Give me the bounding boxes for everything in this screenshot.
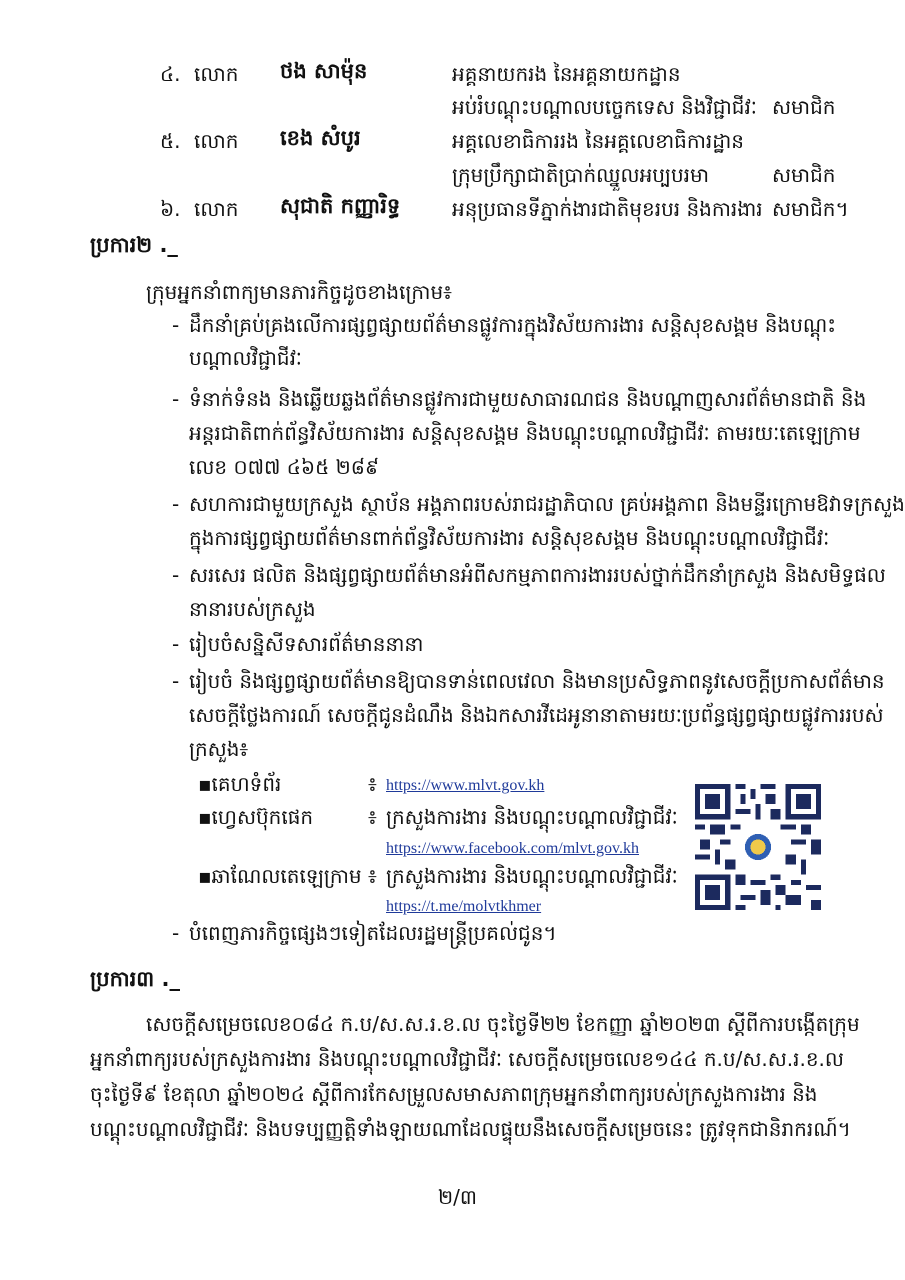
member-role: សមាជិក: [772, 95, 836, 119]
channel-colon: ៖: [368, 805, 377, 829]
duty-line: ដឹកនាំគ្រប់គ្រងលើការផ្សព្វផ្សាយព័ត៌មានផ្លូវការក្នុងវិស័យការងារ សន្តិសុខសង្គម និងបណ្ដុះ: [189, 313, 837, 337]
member-title: លោក: [194, 62, 239, 86]
member-number: ៦.: [160, 197, 181, 221]
duty-line: រៀបចំសន្និសីទសារព័ត៌មាននានា: [189, 632, 424, 656]
article-3-line: អ្នកនាំពាក្យរបស់ក្រសួងការងារ និងបណ្ដុះបណ្ដាលវិជ្ជាជីវៈ សេចក្ដីសម្រេចលេខ១៤៤ ក.ប/ស.ស.រ.ខ.ល: [90, 1047, 844, 1071]
bullet-mark: -: [172, 632, 180, 656]
article-3-line: ចុះថ្ងៃទី៩ ខែតុលា ឆ្នាំ២០២៤ ស្ដីពីការកែសម្រួលសមាសភាពក្រុមអ្នកនាំពាក្យរបស់ក្រសួងការងារ និង: [90, 1082, 818, 1106]
channel-value-telegram: ក្រសួងការងារ និងបណ្ដុះបណ្ដាលវិជ្ជាជីវៈ: [386, 864, 678, 888]
duty-line: សហការជាមួយក្រសួង ស្ថាប័ន អង្គភាពរបស់រាជរដ្ឋាភិបាល គ្រប់អង្គភាព និងមន្ទីរក្រោមឱវាទក្រសួង: [189, 492, 905, 516]
member-role: សមាជិក: [772, 163, 836, 187]
bullet-mark: -: [172, 669, 180, 693]
duty-line: សរសេរ ផលិត និងផ្សព្វផ្សាយព័ត៌មានអំពីសកម្មភាពការងាររបស់ថ្នាក់ដឹកនាំក្រសួង និងសមិទ្ធផល: [189, 563, 886, 587]
website-link[interactable]: https://www.mlvt.gov.kh: [386, 777, 545, 794]
channel-label-telegram: ▪ឆាណែលតេឡេក្រាម: [198, 864, 362, 888]
bullet-mark: -: [172, 313, 180, 337]
duty-line: នានារបស់ក្រសួង: [189, 597, 316, 621]
member-position: អប់រំបណ្ដុះបណ្ដាលបច្ចេកទេស និងវិជ្ជាជីវៈ: [452, 95, 757, 119]
member-position: អគ្គលេខាធិការរង នៃអគ្គលេខាធិការដ្ឋាន: [452, 129, 745, 153]
bullet-mark: -: [172, 492, 180, 516]
member-position: អនុប្រធានទីភ្នាក់ងារជាតិមុខរបរ និងការងារ: [452, 197, 763, 221]
member-title: លោក: [194, 197, 239, 221]
channel-colon: ៖: [368, 772, 377, 796]
bullet-mark: -: [172, 921, 180, 945]
member-number: ៥.: [160, 129, 181, 153]
channel-value-facebook: ក្រសួងការងារ និងបណ្ដុះបណ្ដាលវិជ្ជាជីវៈ: [386, 805, 678, 829]
channel-label-facebook: ▪ហ្វេសប៊ុកផេក: [198, 805, 314, 829]
duty-line: ក្នុងការផ្សព្វផ្សាយព័ត៌មានពាក់ព័ន្ធវិស័យការងារ សន្តិសុខសង្គម និងបណ្ដុះបណ្ដាលវិជ្ជាជីវៈ: [189, 526, 830, 550]
duty-line: បណ្ដាលវិជ្ជាជីវៈ: [189, 346, 303, 370]
article-2-intro: ក្រុមអ្នកនាំពាក្យមានភារកិច្ចដូចខាងក្រោម៖: [146, 280, 452, 304]
duty-line: សេចក្ដីថ្លែងការណ៍ សេចក្ដីជូនដំណឹង និងឯកសារវីដេអូនានាតាមរយៈប្រព័ន្ធផ្សព្វផ្សាយផ្លូវការរបស់: [189, 703, 884, 727]
duty-line: អន្តរជាតិពាក់ព័ន្ធវិស័យការងារ សន្តិសុខសង្គម និងបណ្ដុះបណ្ដាលវិជ្ជាជីវៈ តាមរយៈតេឡេក្រាម: [189, 421, 861, 445]
article-3-heading: ប្រការ៣ ._: [90, 967, 180, 991]
bullet-mark: -: [172, 387, 180, 411]
article-3-line: សេចក្ដីសម្រេចលេខ០៨៤ ក.ប/ស.ស.រ.ខ.ល ចុះថ្ងៃទី២២ ខែកញ្ញា ឆ្នាំ២០២៣ ស្ដីពីការបង្កើតក្រុម: [146, 1012, 860, 1036]
member-number: ៤.: [160, 62, 181, 86]
article-2-heading: ប្រការ២ ._: [90, 233, 178, 257]
channel-label-website: ▪គេហទំព័រ: [198, 772, 282, 796]
duty-line: លេខ ០៧៧ ៤៦៥ ២៨៩: [189, 455, 380, 479]
telegram-link[interactable]: https://t.me/molvtkhmer: [386, 898, 542, 915]
article-3-line: បណ្ដុះបណ្ដាលវិជ្ជាជីវៈ និងបទប្បញ្ញត្តិទាំងឡាយណាដែលផ្ទុយនឹងសេចក្ដីសម្រេចនេះ ត្រូវទុកជានិរាករណ៍។: [90, 1117, 851, 1141]
member-role: សមាជិក។: [772, 197, 849, 221]
member-position: អគ្គនាយករង នៃអគ្គនាយកដ្ឋាន: [452, 62, 681, 86]
member-title: លោក: [194, 129, 239, 153]
qr-code-icon: [695, 784, 821, 910]
facebook-link[interactable]: https://www.facebook.com/mlvt.gov.kh: [386, 840, 639, 857]
duty-line: ទំនាក់ទំនង និងឆ្លើយឆ្លងព័ត៌មានផ្លូវការជាមួយសាធារណជន និងបណ្ដាញសារព័ត៌មានជាតិ និង: [189, 387, 867, 411]
member-name: ថង សាម៉ុន: [280, 59, 368, 83]
duty-line: ក្រសួង៖: [189, 737, 249, 761]
member-name: សុជាតិ កញ្ញារិទ្ធ: [280, 194, 401, 218]
member-name: ខេង សំបូរ: [280, 126, 361, 150]
bullet-mark: -: [172, 563, 180, 587]
channel-colon: ៖: [368, 864, 377, 888]
page-number: ២/៣: [438, 1185, 477, 1209]
duty-line: រៀបចំ និងផ្សព្វផ្សាយព័ត៌មានឱ្យបានទាន់ពេលវេលា និងមានប្រសិទ្ធភាពនូវសេចក្ដីប្រកាសព័ត៌មាន: [189, 669, 885, 693]
member-position: ក្រុមប្រឹក្សាជាតិប្រាក់ឈ្នួលអប្បបរមា: [452, 163, 710, 187]
duty-line: បំពេញភារកិច្ចផ្សេងៗទៀតដែលរដ្ឋមន្ត្រីប្រគល់ជូន។: [189, 921, 557, 945]
